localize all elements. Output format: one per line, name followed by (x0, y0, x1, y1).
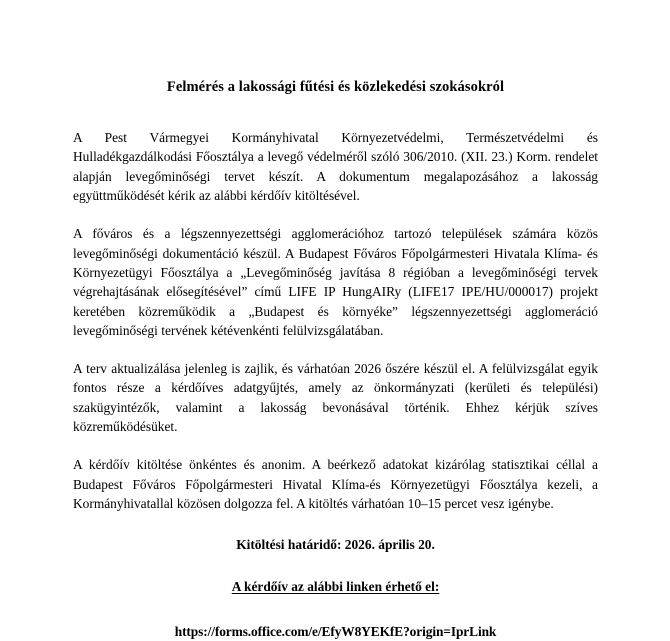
spacer (73, 96, 598, 128)
spacer (73, 205, 598, 224)
paragraph-schedule: A terv aktualizálása jelenleg is zajlik, és várhatóan 2026 őszére készül el. A felülvizsgálat egyik fontos része a kérdőíves adatgyűjtés, amely az önkormányzati (kerületi és települési) szakügyintézők, valamint a lakosság bevonásával történik. Ehhez kérjük szíves közreműködésüket. (73, 361, 598, 434)
document-content (73, 0, 598, 641)
deadline-notice: Kitöltési határidő: 2026. április 20. (236, 537, 435, 553)
link-lead-text: A kérdőív az alábbi linken érhető el: (231, 579, 440, 595)
paragraph-privacy: A kérdőív kitöltése önkéntes és anonim. A beérkező adatokat kizárólag statisztikai céllal a Budapest Főváros Főpolgármesteri Hivatal Klíma-és Környezetügyi Főosztálya kezeli, a Kormányhivatallal közösen dolgozza fel. A kitöltés várhatóan 10–15 percet vesz igénybe. (73, 457, 598, 511)
survey-form-link[interactable]: https://forms.office.com/e/EfyW8YEKfE?origin=IprLink (174, 623, 497, 639)
spacer (73, 554, 598, 577)
paragraph-intro: A Pest Vármegyei Kormányhivatal Környezetvédelmi, Természetvédelmi és Hulladékgazdálkodási Főosztálya a levegő védelméről szóló 306/2010. (XII. 23.) Korm. rendelet alapján levegőminőségi tervet készít. A dokumentum megalapozásához a lakosság együttműködését kérik az alábbi kérdőív kitöltésével. (73, 130, 598, 204)
spacer (73, 436, 598, 455)
spacer (73, 340, 598, 359)
paragraph-project: A főváros és a légszennyezettségi agglomerációhoz tartozó települések számára közös levegőminőségi dokumentáció készül. A Budapest Főváros Főpolgármesteri Hivatala Klíma- és Környezetügyi Főosztálya a „Levegőminőség javítása 8 régióban a levegőminőségi tervek végrehajtásának elősegítésével” című LIFE IP HungAIRy (LIFE17 IPE/HU/000017) projekt keretében közreműködik a „Budapest és környéke” légszennyezettségi agglomeráció levegőminőségi tervének kétévenkénti felülvizsgálatában. (73, 226, 598, 338)
spacer (73, 513, 598, 535)
page-title: Felmérés a lakossági fűtési és közlekedési szokásokról (166, 79, 505, 95)
spacer (73, 597, 598, 622)
